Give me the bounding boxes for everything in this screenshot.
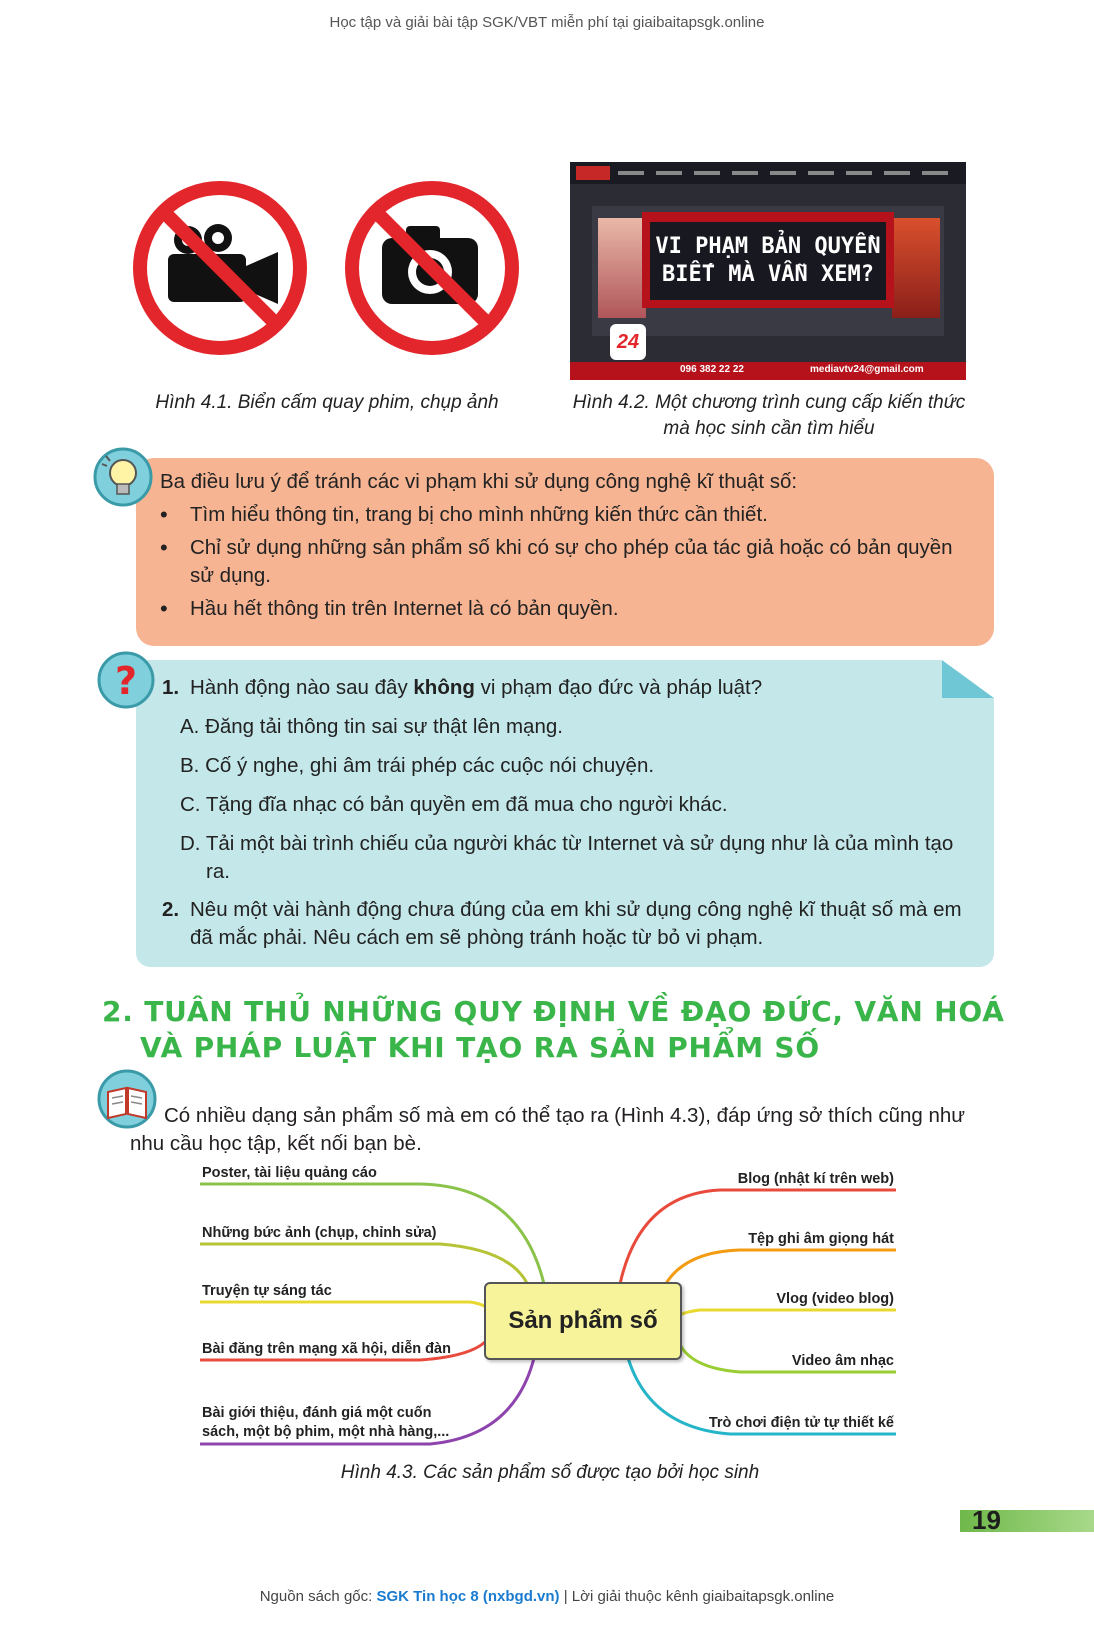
question-2-text: Nêu một vài hành động chưa đúng của em khi sử dụng công nghệ kĩ thuật số mà em đã mắc phải. Nêu cách em sẽ phòng tránh hoặc từ bỏ vi phạm. bbox=[190, 898, 962, 949]
page-number: 19 bbox=[972, 1505, 1001, 1535]
svg-text:?: ? bbox=[114, 659, 138, 703]
figure-4-3-caption: Hình 4.3. Các sản phẩm số được tạo bởi học sinh bbox=[340, 1462, 760, 1483]
channel-24-badge: 24 bbox=[610, 324, 646, 360]
mind-map-right-item: Video âm nhạc bbox=[791, 1353, 894, 1369]
warning-item: • Hầu hết thông tin trên Internet là có bản quyền. bbox=[160, 595, 980, 623]
warning-item: • Chỉ sử dụng những sản phẩm số khi có sự cho phép của tác giả hoặc có bản quyền sử dụng. bbox=[160, 534, 980, 590]
footer-note bbox=[0, 1588, 1094, 1605]
screen-title-line1: VI PHẠM BẢN QUYỀN bbox=[655, 234, 881, 259]
tv-email: mediavtv24@gmail.com bbox=[810, 364, 924, 375]
header-note: Học tập và giải bài tập SGK/VBT miễn phí tại giaibaitapsgk.online bbox=[329, 14, 765, 31]
tv-phone: 096 382 22 22 bbox=[680, 364, 744, 375]
mind-map-right-item: Blog (nhật kí trên web) bbox=[737, 1171, 894, 1187]
option-b: B. Cố ý nghe, ghi âm trái phép các cuộc nói chuyện. bbox=[180, 754, 655, 777]
warning-intro: Ba điều lưu ý để tránh các vi phạm khi sử dụng công nghệ kĩ thuật số: bbox=[160, 470, 798, 493]
mind-map-center: Sản phẩm số bbox=[484, 1282, 682, 1360]
question-2-number: 2. bbox=[162, 898, 180, 921]
mind-map-right-item: Tệp ghi âm giọng hát bbox=[748, 1231, 894, 1247]
footer-source-link[interactable]: SGK Tin học 8 (nxbgd.vn) bbox=[376, 1588, 560, 1605]
question-1-text-after: vi phạm đạo đức và pháp luật? bbox=[474, 676, 763, 699]
footer-suffix: | Lời giải thuộc kênh giaibaitapsgk.online bbox=[559, 1588, 835, 1605]
figure-4-1-caption: Hình 4.1. Biển cấm quay phim, chụp ảnh bbox=[155, 392, 499, 413]
mind-map-left-item: Poster, tài liệu quảng cáo bbox=[202, 1165, 377, 1181]
question-1-emphasis: không bbox=[413, 676, 475, 699]
section-title-line2: VÀ PHÁP LUẬT KHI TẠO RA SẢN PHẨM SỐ bbox=[140, 1031, 820, 1064]
section-title-line1: 2. TUÂN THỦ NHỮNG QUY ĐỊNH VỀ ĐẠO ĐỨC, VĂN HOÁ bbox=[102, 995, 1005, 1028]
option-d: D. Tải một bài trình chiếu của người khác từ Internet và sử dụng như là của mình tạo ra. bbox=[180, 832, 954, 883]
figure-4-2-caption-line1: Hình 4.2. Một chương trình cung cấp kiến thức bbox=[572, 392, 966, 413]
section-intro: Có nhiều dạng sản phẩm số mà em có thể tạo ra (Hình 4.3), đáp ứng sở thích cũng như nhu cầu học tập, kết nối bạn bè. bbox=[130, 1104, 965, 1155]
option-a: A. Đăng tải thông tin sai sự thật lên mạng. bbox=[180, 715, 563, 738]
question-1-number: 1. bbox=[162, 676, 180, 699]
mind-map-left-item: Bài giới thiệu, đánh giá một cuốn sách, một bộ phim, một nhà hàng,... bbox=[202, 1405, 450, 1440]
mind-map-right-item: Trò chơi điện tử tự thiết kế bbox=[708, 1415, 894, 1431]
figure-4-2-caption-line2: mà học sinh cần tìm hiểu bbox=[663, 418, 875, 439]
screen-title-line2: BIẾT MÀ VẪN XEM? bbox=[662, 262, 874, 287]
mind-map-left-item: Những bức ảnh (chụp, chỉnh sửa) bbox=[202, 1225, 437, 1241]
mind-map-right-item: Vlog (video blog) bbox=[776, 1291, 894, 1307]
footer-prefix: Nguồn sách gốc: bbox=[259, 1588, 377, 1605]
option-c: C. Tặng đĩa nhạc có bản quyền em đã mua cho người khác. bbox=[180, 793, 728, 816]
mind-map-left-item: Truyện tự sáng tác bbox=[202, 1283, 332, 1299]
question-1-text-before: Hành động nào sau đây bbox=[190, 676, 414, 699]
warning-item: • Tìm hiểu thông tin, trang bị cho mình những kiến thức cần thiết. bbox=[160, 501, 980, 529]
mind-map-left-item: Bài đăng trên mạng xã hội, diễn đàn bbox=[202, 1341, 451, 1357]
